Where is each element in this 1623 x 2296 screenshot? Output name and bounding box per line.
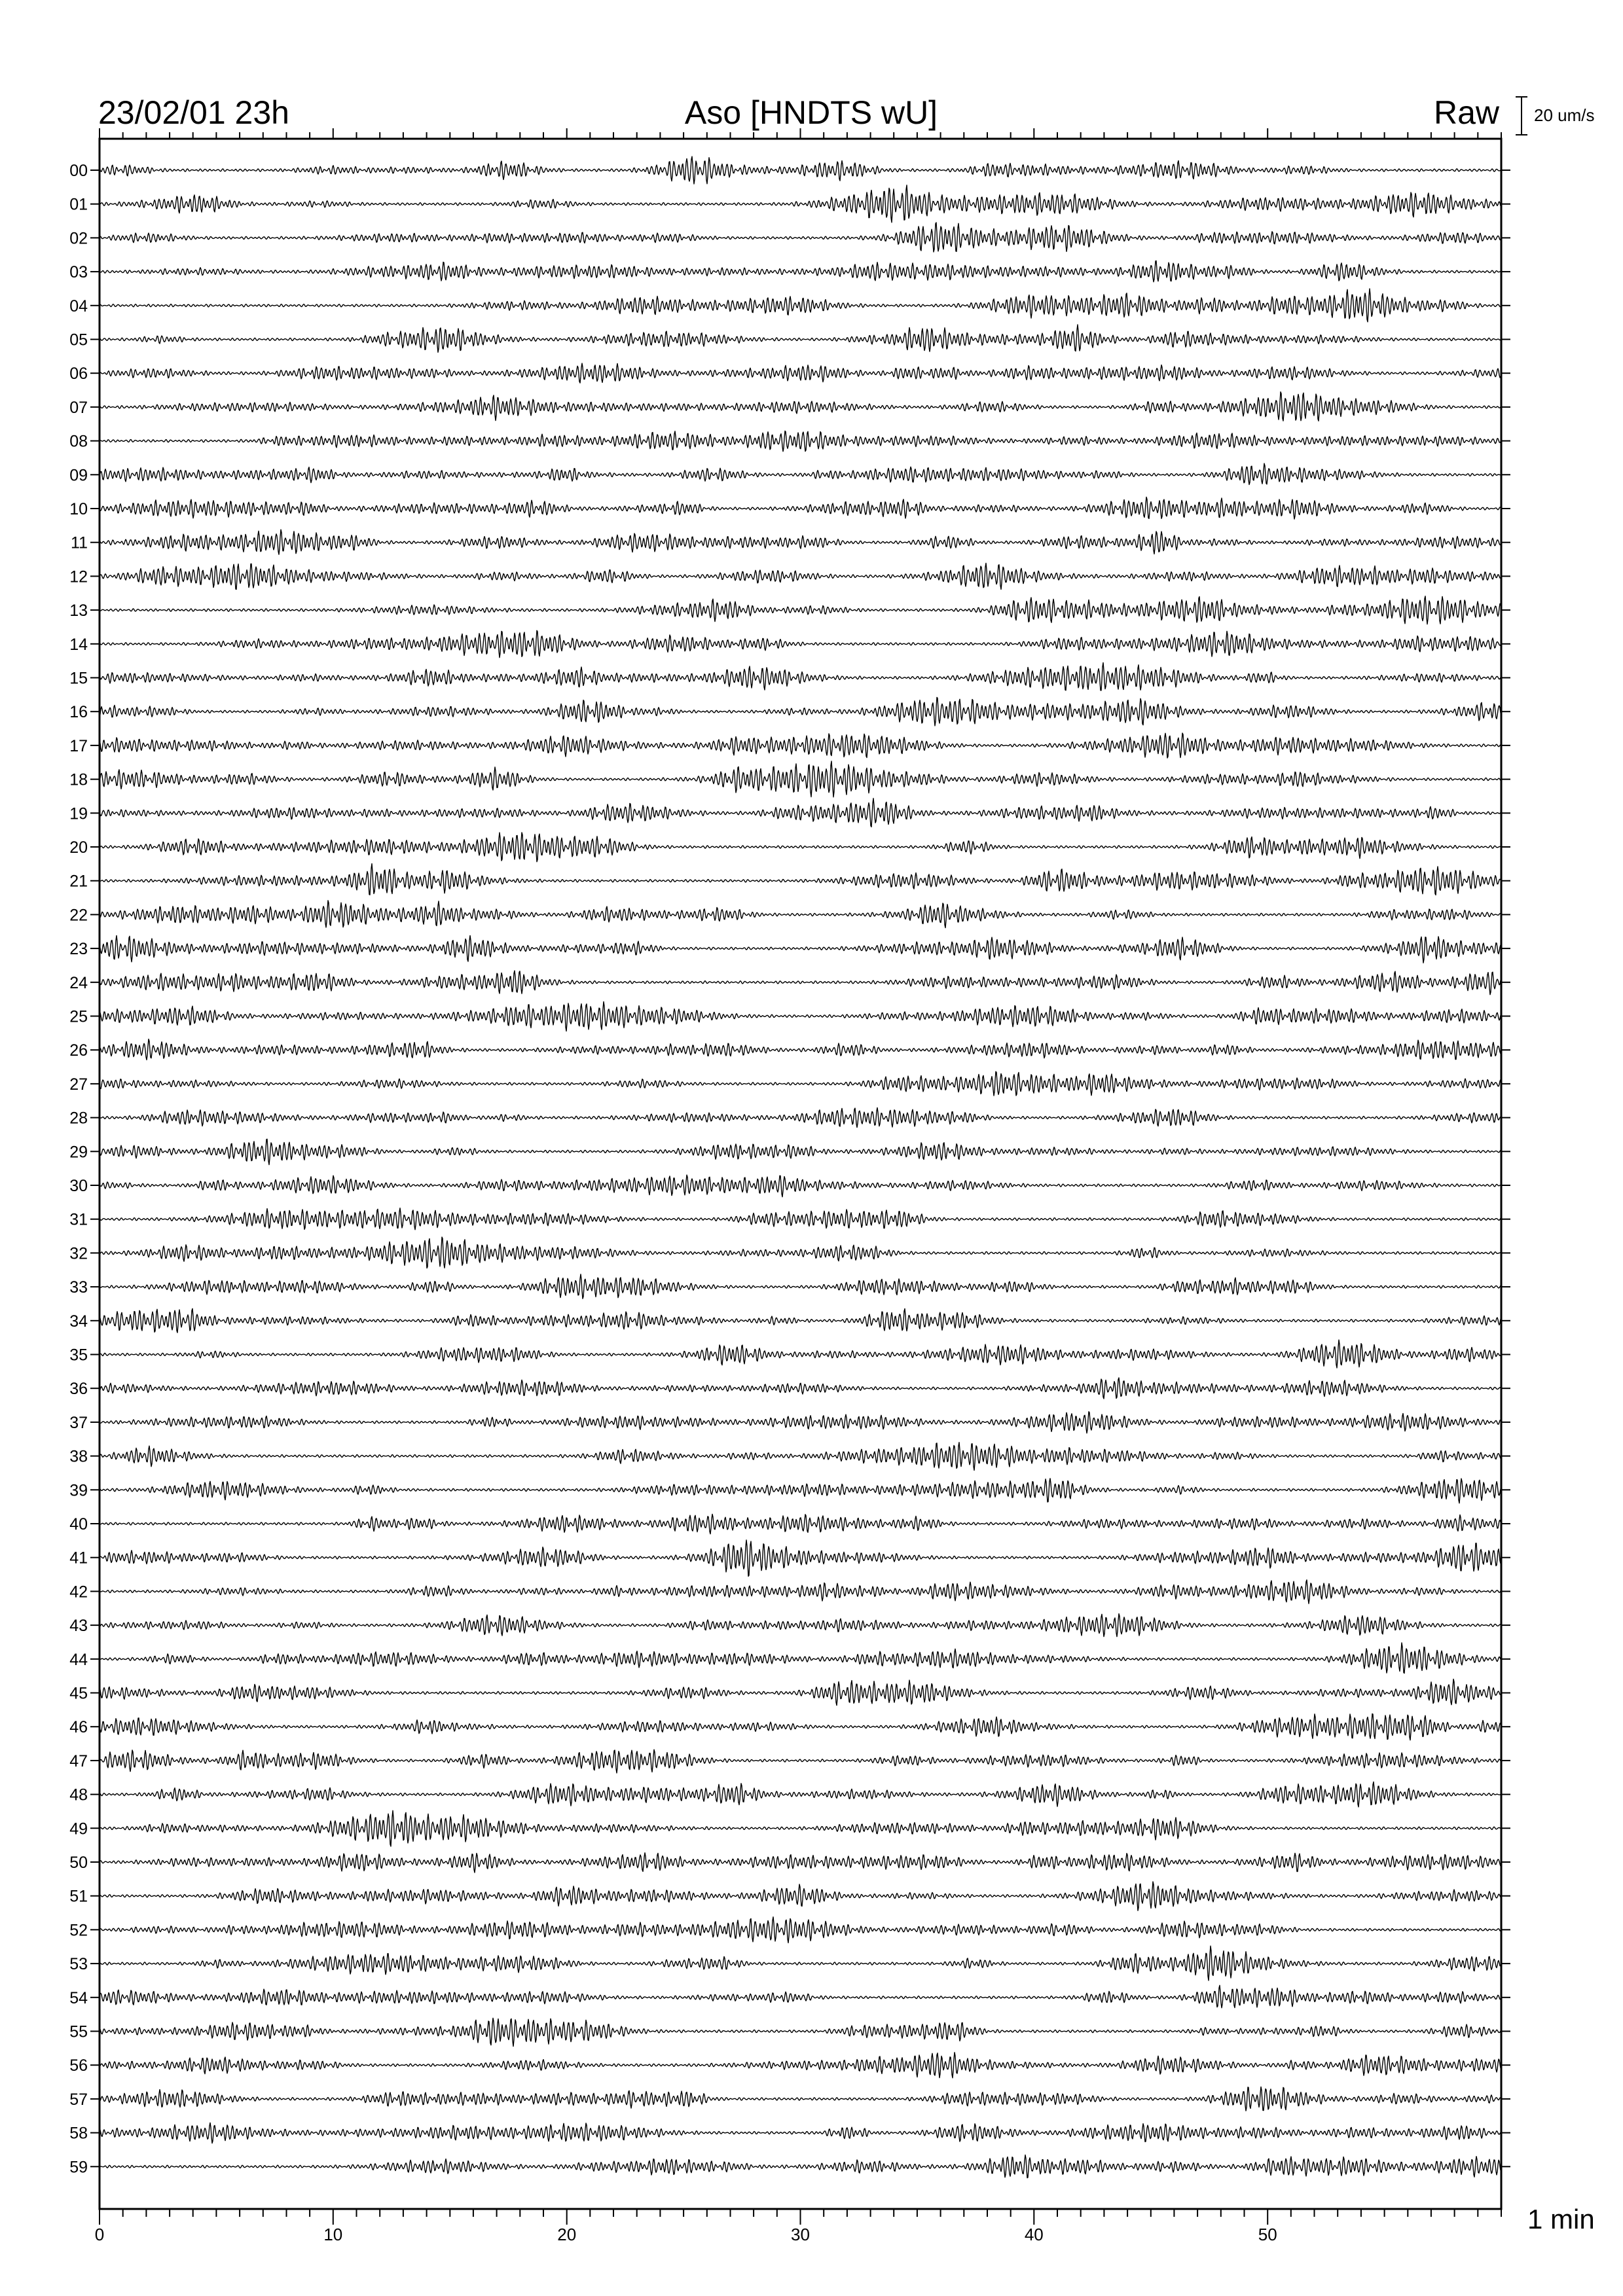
row-label: 39: [69, 1481, 88, 1500]
x-tick-label: 10: [323, 2225, 343, 2244]
trace-27: [100, 1071, 1501, 1096]
row-label: 09: [69, 466, 88, 485]
trace-13: [100, 596, 1501, 624]
row-label: 41: [69, 1549, 88, 1568]
row-label: 48: [69, 1785, 88, 1804]
trace-25: [100, 1002, 1501, 1031]
date-hour-label: 23/02/01 23h: [98, 94, 289, 131]
trace-22: [100, 901, 1501, 928]
row-label: 16: [69, 703, 88, 722]
row-label: 45: [69, 1684, 88, 1703]
row-label: 08: [69, 432, 88, 451]
trace-41: [100, 1540, 1501, 1576]
amplitude-scale-label: 20 um/s: [1534, 105, 1595, 125]
trace-03: [100, 261, 1501, 282]
row-label: 22: [69, 906, 88, 925]
trace-12: [100, 563, 1501, 589]
row-label: 56: [69, 2056, 88, 2075]
row-label: 12: [69, 567, 88, 586]
trace-56: [100, 2053, 1501, 2078]
trace-54: [100, 1985, 1501, 2007]
trace-15: [100, 663, 1501, 691]
trace-39: [100, 1479, 1501, 1503]
row-label: 05: [69, 331, 88, 350]
row-label: 13: [69, 601, 88, 620]
row-label: 27: [69, 1075, 88, 1094]
trace-23: [100, 935, 1501, 963]
trace-58: [100, 2123, 1501, 2143]
row-label: 58: [69, 2124, 88, 2143]
row-label: 40: [69, 1515, 88, 1534]
row-label: 32: [69, 1244, 88, 1263]
trace-14: [100, 630, 1501, 657]
trace-21: [100, 864, 1501, 895]
trace-10: [100, 497, 1501, 520]
x-tick-label: 20: [557, 2225, 577, 2244]
trace-49: [100, 1810, 1501, 1846]
trace-00: [100, 156, 1501, 184]
row-label: 28: [69, 1109, 88, 1128]
trace-20: [100, 833, 1501, 862]
row-label: 36: [69, 1380, 88, 1399]
row-label: 50: [69, 1854, 88, 1872]
mode-label: Raw: [1433, 94, 1499, 131]
row-label: 19: [69, 804, 88, 823]
trace-01: [100, 185, 1501, 223]
trace-16: [100, 698, 1501, 726]
row-label: 34: [69, 1312, 88, 1331]
trace-37: [100, 1412, 1501, 1433]
station-title: Aso [HNDTS wU]: [684, 94, 938, 131]
row-label: 07: [69, 398, 88, 417]
row-label: 55: [69, 2022, 88, 2041]
x-tick-label: 0: [94, 2225, 105, 2244]
trace-09: [100, 463, 1501, 484]
x-tick-label: 50: [1258, 2225, 1277, 2244]
x-tick-label: 30: [791, 2225, 810, 2244]
trace-53: [100, 1946, 1501, 1981]
row-label: 17: [69, 736, 88, 755]
row-label: 21: [69, 872, 88, 891]
trace-06: [100, 363, 1501, 383]
trace-46: [100, 1714, 1501, 1740]
trace-17: [100, 733, 1501, 758]
row-label: 47: [69, 1751, 88, 1770]
trace-48: [100, 1782, 1501, 1806]
trace-04: [100, 289, 1501, 322]
row-label: 29: [69, 1143, 88, 1162]
trace-44: [100, 1643, 1501, 1674]
row-label: 35: [69, 1346, 88, 1365]
trace-55: [100, 2018, 1501, 2046]
trace-33: [100, 1274, 1501, 1299]
trace-07: [100, 392, 1501, 422]
trace-34: [100, 1308, 1501, 1333]
row-label: 02: [69, 229, 88, 248]
row-label: 26: [69, 1041, 88, 1060]
row-label: 51: [69, 1887, 88, 1906]
trace-50: [100, 1853, 1501, 1873]
trace-47: [100, 1749, 1501, 1773]
trace-11: [100, 529, 1501, 554]
row-label: 44: [69, 1650, 88, 1669]
trace-19: [100, 798, 1501, 827]
row-label: 53: [69, 1955, 88, 1974]
row-label: 06: [69, 365, 88, 384]
row-label: 38: [69, 1447, 88, 1466]
row-label: 49: [69, 1820, 88, 1839]
trace-36: [100, 1378, 1501, 1399]
row-label: 30: [69, 1177, 88, 1195]
trace-45: [100, 1679, 1501, 1705]
trace-43: [100, 1614, 1501, 1637]
row-label: 20: [69, 838, 88, 857]
trace-57: [100, 2087, 1501, 2111]
trace-35: [100, 1340, 1501, 1368]
trace-42: [100, 1580, 1501, 1604]
row-label: 14: [69, 635, 88, 654]
trace-52: [100, 1917, 1501, 1943]
row-label: 15: [69, 669, 88, 688]
row-label: 42: [69, 1583, 88, 1602]
x-axis-unit-label: 1 min: [1527, 2204, 1595, 2234]
trace-05: [100, 325, 1501, 352]
row-label: 00: [69, 162, 88, 180]
row-label: 23: [69, 940, 88, 959]
trace-18: [100, 761, 1501, 797]
row-label: 11: [71, 533, 88, 552]
trace-38: [100, 1443, 1501, 1471]
row-label: 52: [69, 1921, 88, 1940]
row-label: 37: [69, 1413, 88, 1432]
row-label: 43: [69, 1617, 88, 1636]
row-label: 59: [69, 2158, 88, 2177]
row-label: 25: [69, 1007, 88, 1026]
row-label: 33: [69, 1278, 88, 1297]
trace-40: [100, 1514, 1501, 1534]
row-label: 03: [69, 263, 88, 282]
trace-51: [100, 1882, 1501, 1910]
row-label: 18: [69, 770, 88, 789]
row-label: 24: [69, 973, 88, 992]
trace-59: [100, 2155, 1501, 2178]
trace-32: [100, 1237, 1501, 1268]
row-label: 46: [69, 1718, 88, 1737]
x-tick-label: 40: [1024, 2225, 1044, 2244]
trace-24: [100, 971, 1501, 995]
row-label: 04: [69, 296, 88, 315]
row-label: 10: [69, 500, 88, 518]
trace-26: [100, 1039, 1501, 1060]
row-label: 54: [69, 1988, 88, 2007]
trace-30: [100, 1175, 1501, 1197]
row-label: 01: [69, 195, 88, 214]
trace-28: [100, 1107, 1501, 1127]
trace-02: [100, 223, 1501, 252]
row-label: 57: [69, 2090, 88, 2109]
trace-29: [100, 1139, 1501, 1164]
trace-31: [100, 1208, 1501, 1230]
trace-08: [100, 431, 1501, 452]
row-label: 31: [69, 1210, 88, 1229]
